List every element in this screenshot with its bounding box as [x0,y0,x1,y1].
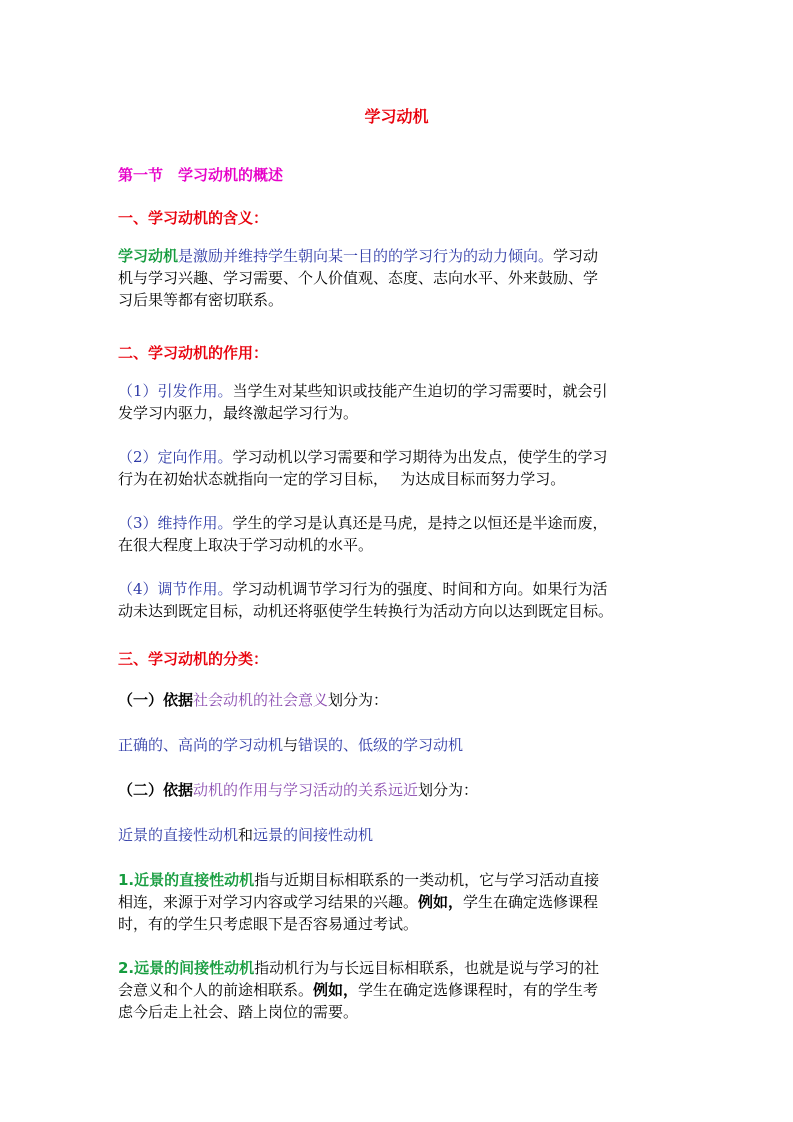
classification-basis-2 [118,779,674,801]
far-motive-term: 2.远景的间接性动机 [118,959,255,977]
function-text: 当学生对某些知识或技能产生迫切的学习需要时，就会引 [232,382,608,400]
result-b: 错误的、低级的学习动机 [298,736,464,754]
far-motive-text: 学生在确定选修课程时，有的学生考 [358,981,599,999]
basis-tail: 划分为： [418,781,479,799]
near-motive-text: 学生在确定选修课程 [463,893,599,911]
result-b: 远景的间接性动机 [253,826,374,844]
function-text: 行为在初始状态就指向一定的学习目标， 为达成目标而努力学习。 [118,470,566,488]
result-a: 正确的、高尚的学习动机 [118,736,284,754]
definition-term: 学习动机 [118,247,179,265]
basis-lead: （一）依据 [118,691,194,709]
near-motive-text: 指与近期目标相联系的一类动机，它与学习活动直接 [254,871,600,889]
basis-text: 动机的作用与学习活动的关系远近 [193,781,419,799]
far-motive-text: 指动机行为与长远目标相联系，也就是说与学习的社 [254,959,600,977]
near-motive-text: 时，有的学生只考虑眼下是否容易通过考试。 [118,915,419,933]
result-and: 与 [283,736,299,754]
function-text: 发学习内驱力，最终激起学习行为。 [118,404,359,422]
example-label: 例如， [313,981,359,999]
near-motive-paragraph [118,869,674,935]
definition-paragraph [118,245,674,311]
function-text: 学生的学习是认真还是马虎，是持之以恒还是半途而废， [232,514,608,532]
function-label: （2）定向作用。 [118,448,233,466]
heading-classification: 三、学习动机的分类： [118,650,269,668]
far-motive-text: 虑今后走上社会、踏上岗位的需要。 [118,1003,359,1021]
function-text: 动未达到既定目标，动机还将驱使学生转换行为活动方向以达到既定目标。 [118,602,614,620]
function-paragraph [118,578,674,622]
function-text: 学习动机调节学习行为的强度、时间和方向。如果行为活 [232,580,608,598]
basis-text: 社会动机的社会意义 [193,691,329,709]
function-text: 在很大程度上取决于学习动机的水平。 [118,536,374,554]
classification-result-2 [118,824,674,846]
section-heading: 第一节 学习动机的概述 [118,166,284,184]
definition-rest: 学习动 [553,247,599,265]
definition-text: 是激励并维持学生朝向某一目的的学习行为的动力倾向。 [178,247,554,265]
result-a: 近景的直接性动机 [118,826,239,844]
example-label: 例如， [418,893,464,911]
near-motive-term: 1.近景的直接性动机 [118,871,255,889]
function-text: 学习动机以学习需要和学习期待为出发点，使学生的学习 [232,448,608,466]
function-label: （3）维持作用。 [118,514,233,532]
heading-functions: 二、学习动机的作用： [118,344,269,362]
function-label: （1）引发作用。 [118,382,233,400]
basis-tail: 划分为： [328,691,389,709]
function-label: （4）调节作用。 [118,580,233,598]
definition-line-2: 机与学习兴趣、学习需要、个人价值观、态度、志向水平、外来鼓励、学 [118,269,599,287]
result-and: 和 [238,826,254,844]
function-paragraph [118,512,674,556]
definition-line-3: 习后果等都有密切联系。 [118,291,284,309]
function-paragraph [118,446,674,490]
far-motive-paragraph [118,957,674,1023]
far-motive-text: 会意义和个人的前途相联系。 [118,981,314,999]
classification-result-1 [118,734,674,756]
page-title: 学习动机 [364,107,429,126]
near-motive-text: 相连，来源于对学习内容或学习结果的兴趣。 [118,893,419,911]
basis-lead: （二）依据 [118,781,194,799]
classification-basis-1 [118,689,674,711]
heading-definition: 一、学习动机的含义： [118,209,269,227]
function-paragraph [118,380,674,424]
